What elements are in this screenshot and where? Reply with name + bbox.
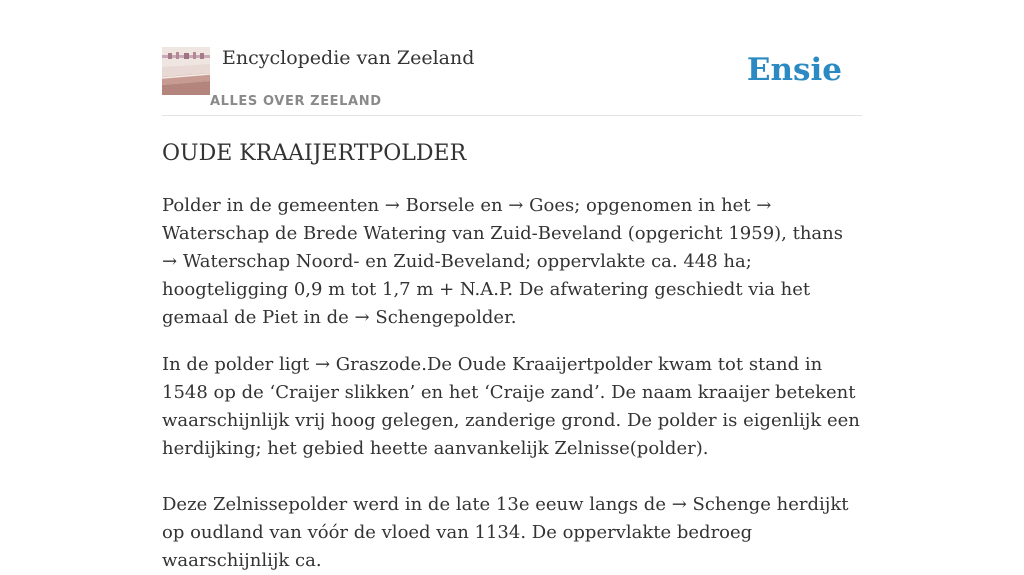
arrow-right-icon: → (671, 494, 687, 515)
text: In de polder ligt (162, 354, 315, 375)
text: ; opgenomen in het (574, 195, 757, 216)
link-goes[interactable]: Goes (529, 195, 575, 216)
paragraph-1 (162, 192, 862, 332)
text: en (474, 195, 509, 216)
site-avatar[interactable] (162, 47, 210, 95)
article (162, 138, 862, 575)
text: (opgericht 1959), thans (622, 223, 843, 244)
paragraph-2 (162, 351, 862, 463)
arrow-right-icon: → (508, 195, 524, 216)
arrow-right-icon: → (384, 195, 400, 216)
link-waterschap-brede-watering[interactable]: Waterschap de Brede Watering van Zuid-Beveland (162, 223, 623, 244)
site-tagline: ALLES OVER ZEELAND (210, 94, 382, 109)
avatar-image (162, 47, 210, 95)
brand-logo[interactable]: Ensie (746, 52, 842, 88)
text: herdijkt op oudland van vóór de vloed van 1134. De oppervlakte bedroeg waarschijnlijk ca. (162, 494, 849, 571)
paragraph-3 (162, 491, 862, 575)
site-header (162, 44, 862, 116)
text: Deze Zelnissepolder werd in de late 13e eeuw langs de (162, 494, 672, 515)
article-title: OUDE KRAAIJERTPOLDER (162, 141, 467, 166)
arrow-right-icon: → (756, 195, 772, 216)
link-schenge[interactable]: Schenge (692, 494, 771, 515)
text: .De Oude Kraaijertpolder kwam tot stand in 1548 op de ‘Craijer slikken’ en het ‘Craije zand’. De naam kraaijer betekent waarschijnlijk vrij hoog gelegen, zanderige grond. De polder is eigenlijk een herdijking; het gebied heette aanvankelijk Zelnisse(polder). (162, 354, 860, 459)
site-title[interactable]: Encyclopedie van Zeeland (222, 47, 475, 69)
text: . (510, 307, 517, 328)
link-borsele[interactable]: Borsele (405, 195, 475, 216)
link-graszode[interactable]: Graszode (335, 354, 422, 375)
link-waterschap-noord-zuid-beveland[interactable]: Waterschap Noord- en Zuid-Beveland (182, 251, 525, 272)
arrow-right-icon: → (314, 354, 331, 375)
link-schengepolder[interactable]: Schengepolder (375, 307, 511, 328)
arrow-right-icon: → (162, 251, 178, 272)
text: Polder in de gemeenten (162, 195, 385, 216)
text: ; oppervlakte ca. 448 ha; hoogteligging 0,9 m tot 1,7 m + N.A.P. De afwatering geschiedt via het gemaal de Piet in de (162, 251, 811, 328)
arrow-right-icon: → (354, 307, 370, 328)
